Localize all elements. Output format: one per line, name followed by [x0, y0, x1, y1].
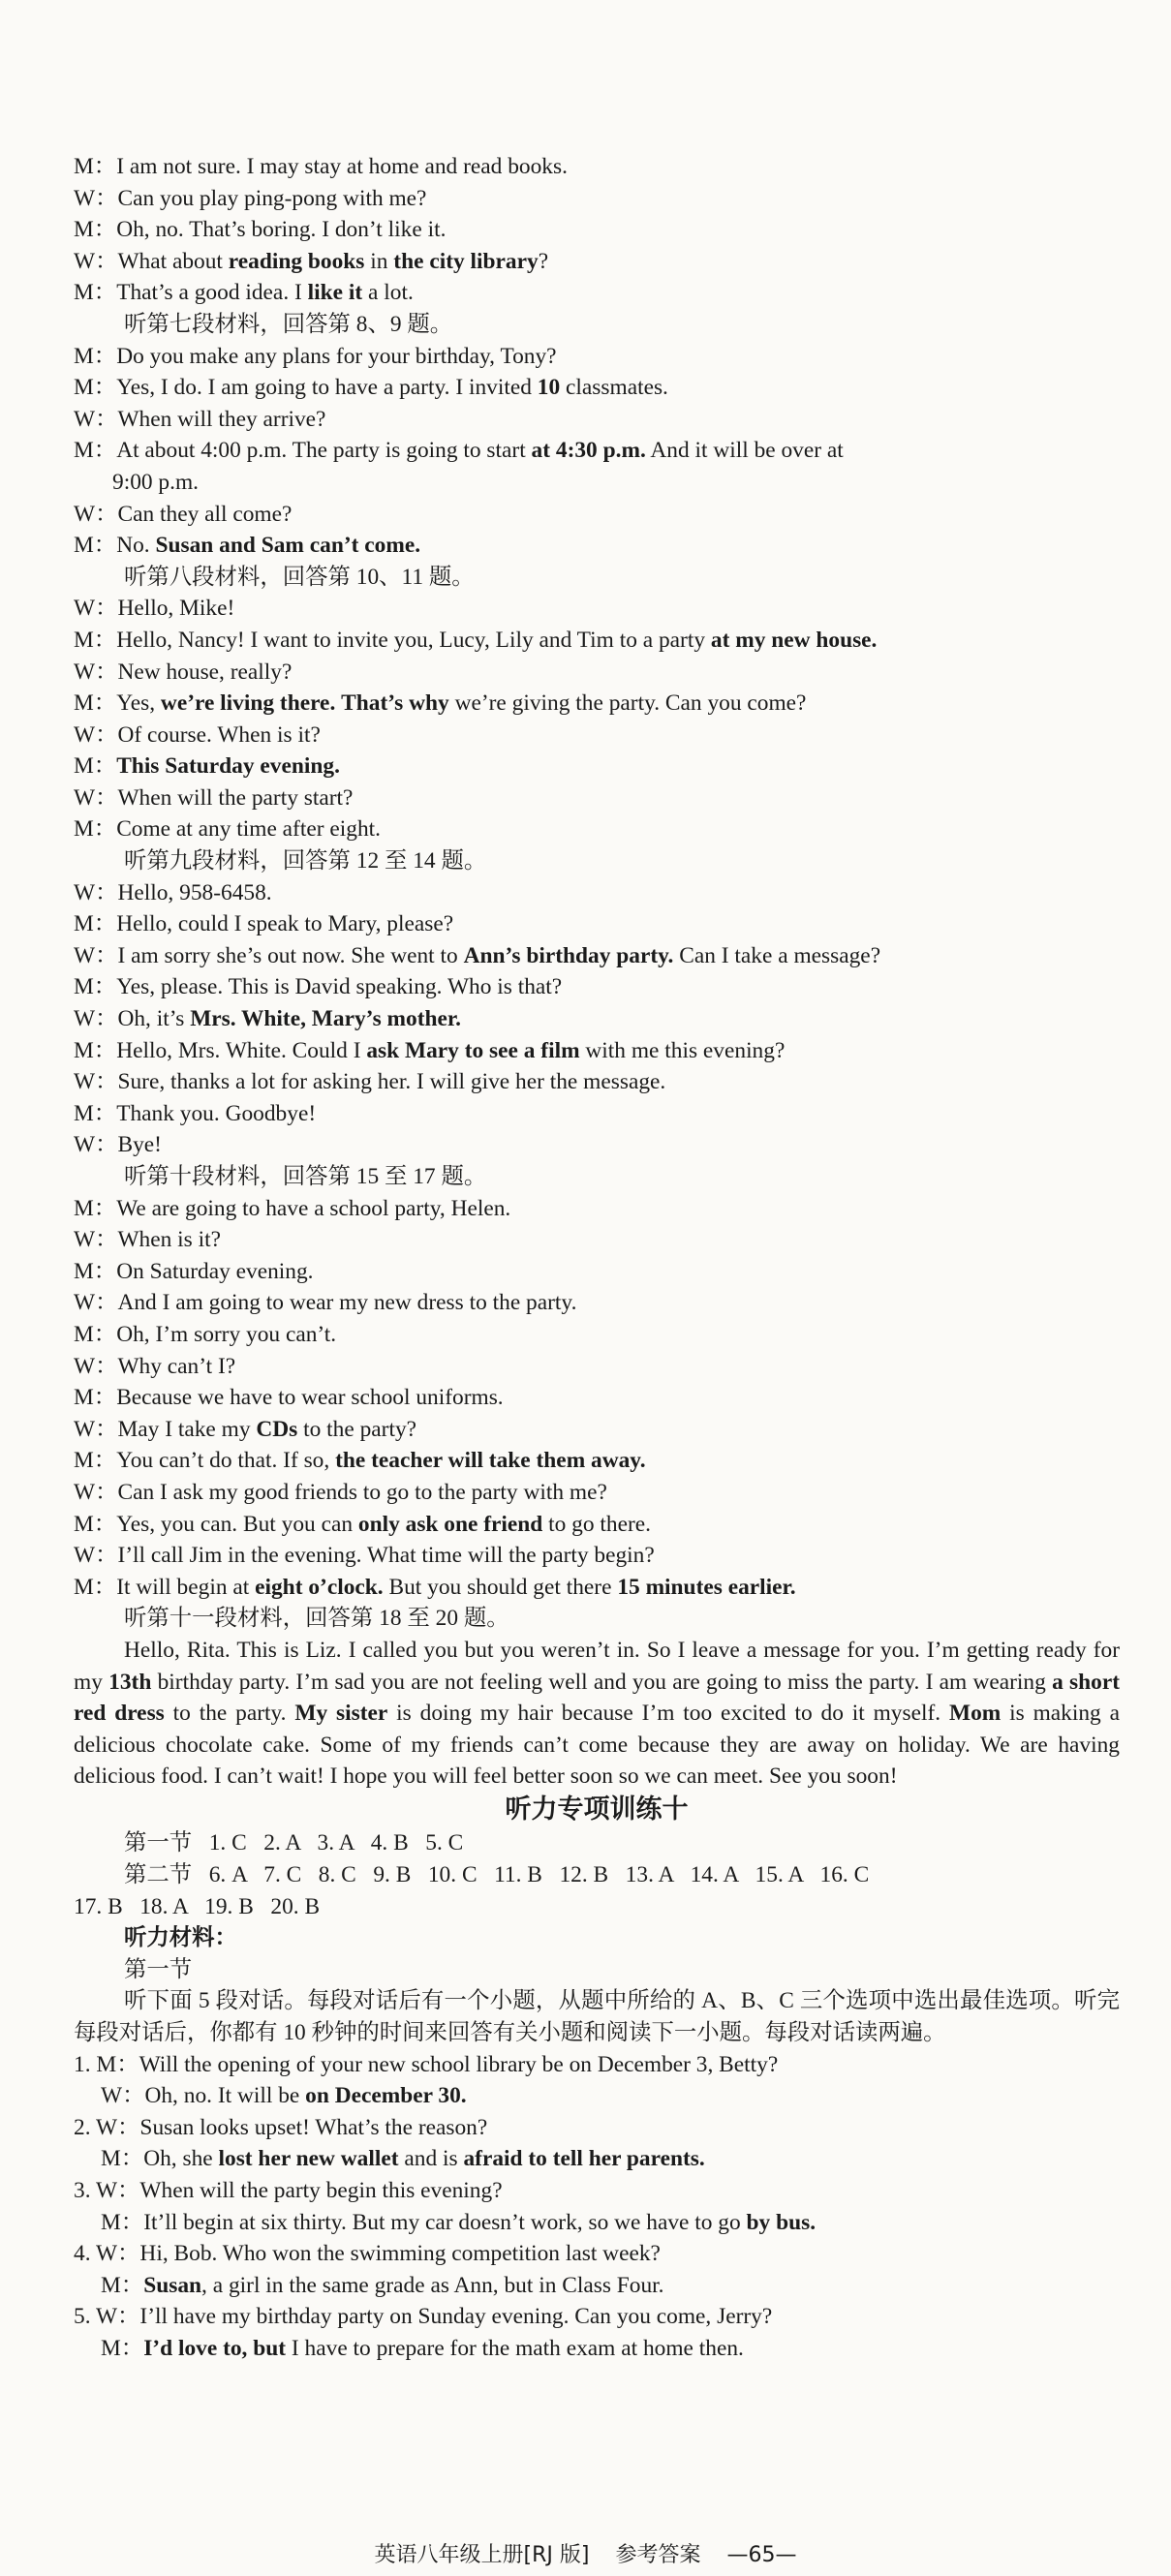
dialogue-line: M：Hello, Mrs. White. Could I ask Mary to see a film with me this evening? [74, 1037, 786, 1063]
footer-section: 参考答案 [615, 2543, 701, 2567]
dialogue-line: M：We are going to have a school party, Helen. [74, 1195, 511, 1221]
dialogue-line: M：On Saturday evening. [74, 1258, 314, 1284]
dialogue-line: M：Yes, you can. But you can only ask one friend to go there. [74, 1511, 652, 1537]
instructions-paragraph: 听下面 5 段对话。每段对话后有一个小题，从题中所给的 A、B、C 三个选项中选出最佳选项。听完每段对话后，你都有 10 秒钟的时间来回答有关小题和阅读下一小题。每段对话读两遍。 [74, 1988, 1120, 2046]
part-1-label: 第一节 [124, 1956, 193, 1982]
question-line: 4. W：Hi, Bob. Who won the swimming competition last week? [74, 2241, 661, 2267]
answer-line: M：Oh, she lost her new wallet and is afraid to tell her parents. [101, 2146, 705, 2172]
dialogue-line: W：Oh, it’s Mrs. White, Mary’s mother. [74, 1006, 461, 1032]
question-line: 3. W：When will the party begin this evening? [74, 2178, 503, 2203]
dialogue-line: M：Because we have to wear school uniforms. [74, 1385, 504, 1411]
dialogue-line: W：Of course. When is it? [74, 721, 321, 748]
dialogue-line: M：I am not sure. I may stay at home and read books. [74, 154, 568, 179]
dialogue-line: M：Do you make any plans for your birthday, Tony? [74, 343, 557, 369]
page-footer [0, 2538, 1171, 2568]
dialogue-line: W：Why can’t I? [74, 1353, 236, 1379]
answers-part-2: 第二节 6. A 7. C 8. C 9. B 10. C 11. B 12. B 13. A 14. A 15. A 16. C [124, 1862, 870, 1888]
section-heading-7: 听第七段材料，回答第 8、9 题。 [124, 311, 453, 337]
dialogue-line: M：Oh, I’m sorry you can’t. [74, 1321, 337, 1347]
dialogue-line: M：You can’t do that. If so, the teacher will take them away. [74, 1448, 646, 1474]
dialogue-line: W：Sure, thanks a lot for asking her. I will give her the message. [74, 1069, 666, 1095]
dialogue-line: M：Yes, I do. I am going to have a party. I invited 10 classmates. [74, 375, 668, 401]
listening-material-label: 听力材料： [124, 1925, 237, 1951]
footer-book-title: 英语八年级上册[RJ 版] [374, 2543, 590, 2567]
section-title: 听力专项训练十 [505, 1794, 689, 1825]
dialogue-line: M：Come at any time after eight. [74, 816, 381, 843]
message-paragraph: Hello, Rita. This is Liz. I called you but you weren’t in. So I leave a message for you. I’m getting ready for my 13th birthday party. I’m sad you are not feeling well and you are going to miss the party. I am wearing a short red dress to the party. My sister is doing my hair because I’m too excited to do it myself. Mom is making a delicious chocolate cake. Some of my friends can’t come because they are away on holiday. We are having delicious food. I can’t wait! I hope you will feel better soon so we can meet. See you soon! [74, 1637, 1121, 1790]
section-heading-10: 听第十段材料，回答第 15 至 17 题。 [124, 1164, 487, 1189]
dialogue-line: W：And I am going to wear my new dress to the party. [74, 1290, 577, 1316]
dialogue-line: M：Oh, no. That’s boring. I don’t like it. [74, 217, 447, 243]
dialogue-line: W：May I take my CDs to the party? [74, 1416, 417, 1442]
dialogue-line: M：Yes, please. This is David speaking. Who is that? [74, 974, 563, 1000]
dialogue-line: W：I’ll call Jim in the evening. What time will the party begin? [74, 1543, 655, 1569]
dialogue-line: W：Bye! [74, 1132, 162, 1158]
dialogue-line: M：No. Susan and Sam can’t come. [74, 533, 421, 559]
dialogue-line: W：Can I ask my good friends to go to the party with me? [74, 1479, 607, 1505]
answer-line: W：Oh, no. It will be on December 30. [101, 2083, 467, 2109]
dialogue-line-continuation: 9:00 p.m. [112, 469, 200, 495]
question-line: 5. W：I’ll have my birthday party on Sunday evening. Can you come, Jerry? [74, 2304, 773, 2330]
dialogue-line: M：Hello, could I speak to Mary, please? [74, 911, 454, 937]
page-number: —65— [726, 2543, 797, 2567]
section-heading-9: 听第九段材料，回答第 12 至 14 题。 [124, 848, 487, 874]
dialogue-line: W：When is it? [74, 1227, 221, 1253]
dialogue-line: W：Can they all come? [74, 501, 293, 527]
dialogue-line: W：Hello, Mike! [74, 596, 235, 622]
question-line: 1. M：Will the opening of your new school library be on December 3, Betty? [74, 2051, 779, 2077]
answer-line: M：I’d love to, but I have to prepare for the math exam at home then. [101, 2335, 744, 2361]
dialogue-line: M：That’s a good idea. I like it a lot. [74, 280, 414, 306]
dialogue-line: M：Yes, we’re living there. That’s why we’re giving the party. Can you come? [74, 690, 807, 717]
dialogue-line: W：Can you play ping-pong with me? [74, 185, 427, 211]
dialogue-line: M：It will begin at eight o’clock. But you should get there 15 minutes earlier. [74, 1574, 796, 1600]
dialogue-line: M：This Saturday evening. [74, 753, 340, 780]
dialogue-line: M：Thank you. Goodbye! [74, 1100, 317, 1126]
section-heading-8: 听第八段材料，回答第 10、11 题。 [124, 564, 475, 590]
answers-part-2-continued: 17. B 18. A 19. B 20. B [74, 1893, 321, 1919]
dialogue-line: W：When will the party start? [74, 784, 354, 811]
answers-part-1: 第一节 1. C 2. A 3. A 4. B 5. C [124, 1830, 464, 1856]
dialogue-line: W：Hello, 958-6458. [74, 879, 272, 905]
answer-line: M：Susan, a girl in the same grade as Ann, but in Class Four. [101, 2272, 664, 2298]
dialogue-line: W：New house, really? [74, 659, 293, 685]
question-line: 2. W：Susan looks upset! What’s the reason? [74, 2114, 488, 2140]
answer-line: M：It’ll begin at six thirty. But my car doesn’t work, so we have to go by bus. [101, 2209, 817, 2235]
dialogue-line: W：What about reading books in the city library? [74, 248, 549, 274]
answer-key-content [74, 151, 1120, 2365]
dialogue-line: W：I am sorry she’s out now. She went to Ann’s birthday party. Can I take a message? [74, 942, 881, 968]
section-heading-11: 听第十一段材料，回答第 18 至 20 题。 [124, 1606, 509, 1632]
dialogue-line: M：At about 4:00 p.m. The party is going to start at 4:30 p.m. And it will be over at [74, 438, 844, 464]
dialogue-line: M：Hello, Nancy! I want to invite you, Lucy, Lily and Tim to a party at my new house. [74, 627, 878, 653]
dialogue-line: W：When will they arrive? [74, 406, 326, 432]
